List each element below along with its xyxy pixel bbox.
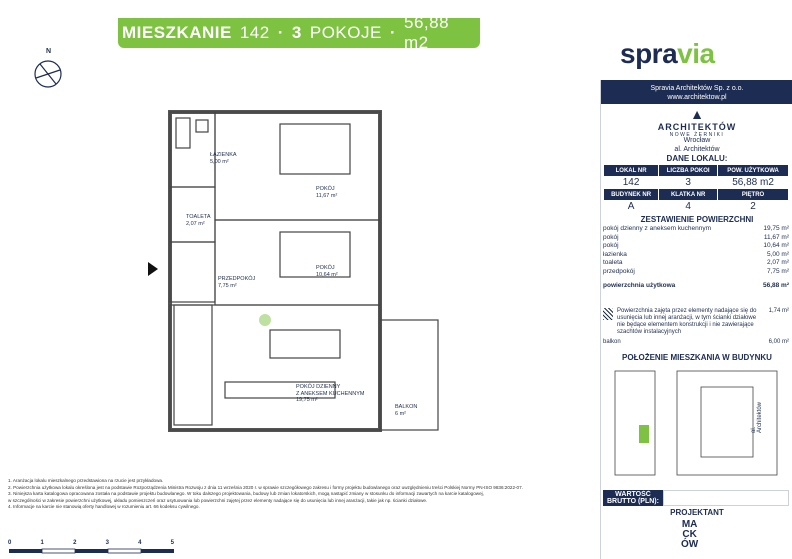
scale-tick-label: 2	[73, 540, 77, 546]
entrance-arrow-icon	[148, 262, 158, 276]
room-name: ŁAZIENKA	[210, 152, 237, 158]
rooms-list	[603, 225, 789, 291]
value-cell: 142	[604, 177, 659, 189]
room-area: 5,00 m²	[210, 158, 229, 165]
room-name: pokój	[603, 233, 619, 241]
north-label: N	[46, 48, 52, 55]
header-cell: PIĘTRO	[718, 189, 789, 201]
value-cell: 2	[718, 201, 789, 213]
header-cell: LICZBA POKOI	[659, 165, 718, 177]
title-main: MIESZKANIE	[122, 23, 232, 42]
room-area: 2,07 m²	[766, 259, 789, 266]
extra-area	[603, 308, 789, 346]
price-value	[663, 490, 789, 506]
firm-url: www.architektow.pl	[667, 94, 727, 101]
position-title: POŁOŻENIE MIESZKANIA W BUDYNKU	[622, 353, 772, 362]
room-area: 11,67 m²	[316, 192, 338, 199]
zestawienie-title: ZESTAWIENIE POWIERZCHNI	[640, 215, 754, 224]
scale-tick-label: 5	[170, 540, 174, 546]
room-name: pokój dzienny z aneksem kuchennym	[603, 225, 712, 232]
info-panel	[600, 80, 792, 559]
plan-label-przedpokoj	[218, 276, 255, 289]
scale-tick-label: 3	[105, 540, 109, 546]
plan-label-lazienka	[210, 152, 237, 165]
total-row	[603, 282, 789, 291]
list-item	[603, 225, 789, 234]
note-line: 2. Powierzchnia użytkowa lokalu określona jest na podstawie Rozporządzenia Ministra Rozwoju z dnia 11 września 2020 r. w sprawie szczegółowego zakresu i formy projektu budowlanego oraz uwzględnieniu treści Polskiej Normy PN-ISO 9836:2022-07.	[8, 484, 523, 490]
firm-box	[601, 80, 792, 104]
dane-title: DANE LOKALU:	[666, 154, 728, 163]
room-name: POKÓJ	[316, 265, 335, 271]
room-area: 6 m²	[395, 410, 406, 417]
scale-tick-label: 0	[8, 540, 12, 546]
logo-part-a: spra	[620, 38, 678, 69]
location-city: Wrocław	[683, 137, 711, 144]
price-label-1: WARTOŚĆ	[615, 491, 651, 498]
room-area: 11,67 m²	[763, 233, 789, 241]
room-name: pokój	[603, 242, 619, 249]
note-line: 4. Informacje na karcie nie stanowią oferty handlowej w rozumieniu art. 66 kodeksu cywilnego.	[8, 504, 200, 509]
dane-table	[603, 164, 789, 213]
plan-label-pokoj-1	[316, 186, 337, 199]
apartment-title	[118, 13, 480, 52]
architektow-mark-icon: ▲	[690, 106, 704, 122]
note-line: 3. Niniejsza karta katalogowa opracowana została na podstawie projektu budowlanego. W toku dalszego projektowania, budowy lub zmian lokatorskich, mogą nastąpić zmiany w stosunku do informacji zawartych na karcie katalogowej,	[8, 491, 484, 496]
room-area: 5,00 m²	[766, 250, 789, 258]
value-cell: 4	[659, 201, 718, 213]
room-area: 19,75 m²	[296, 397, 318, 403]
logo-part-b: via	[677, 38, 715, 69]
header-banner	[0, 0, 600, 62]
room-area: 10,64 m²	[763, 242, 789, 249]
room-name-2: Z ANEKSEM KUCHENNYM	[296, 390, 365, 397]
room-name: toaleta	[603, 259, 623, 266]
room-area: 7,75 m²	[766, 267, 789, 275]
extra-text: Powierzchnia zajęta przez elementy nadające się do usunięcia lub innej aranżacji, w tym ścianki działowe nie będące elementem konstrukcji i nie zawierające szachtów instalacyjnych	[617, 308, 757, 335]
spravia-logo	[620, 38, 770, 74]
architektow-name: ARCHITEKTÓW	[657, 122, 737, 132]
rooms-count: 3	[291, 23, 302, 42]
room-area: 2,07 m²	[186, 220, 205, 227]
plan-label-pokoj-2	[316, 265, 338, 278]
apartment-area: 56,88 m2	[404, 13, 450, 52]
separator-dot: ·	[277, 23, 284, 42]
room-name: POKÓJ	[316, 186, 335, 192]
balcony-label: balkon	[603, 339, 621, 345]
header-cell: LOKAL NR	[604, 165, 659, 177]
room-name: POKÓJ DZIENNY	[296, 384, 341, 390]
note-line: 1. Aranżacja lokalu mieszkalnego przedstawiona na rzucie jest przykładowa.	[8, 478, 164, 483]
room-name: PRZEDPOKÓJ	[218, 276, 256, 282]
street-label: al. Architektów	[751, 401, 763, 433]
apartment-number: 142	[239, 23, 270, 42]
header-cell: POW. UŻYTKOWA	[718, 165, 789, 177]
notes	[8, 478, 598, 511]
extra-area-value: 1,74 m²	[768, 308, 789, 314]
room-name: BALKON	[395, 404, 418, 410]
list-item	[603, 259, 789, 268]
location-street: al. Architektów	[674, 146, 720, 153]
header-cell: BUDYNEK NR	[604, 189, 659, 201]
scale-tick-label: 1	[40, 540, 44, 546]
projektant-logo	[681, 520, 698, 550]
list-item	[603, 268, 789, 277]
architektow-sub: NOWE ŻERNIKI	[669, 132, 725, 138]
compass-icon	[30, 50, 70, 90]
logo-line: ÓW	[681, 539, 699, 550]
total-label: powierzchnia użytkowa	[603, 282, 676, 289]
note-line: w szczególności w zakresie powierzchni użytkowej, układu pomieszczeń oraz usytuowania lub powierzchni zajętej przez elementy nadające się do usunięcia lub innej aranżacji, takie jak np. ścianki działowe.	[8, 497, 428, 503]
plan-label-toaleta	[186, 214, 211, 227]
price-box	[603, 490, 789, 506]
logo-line: MA	[681, 519, 698, 530]
total-area: 56,88 m²	[762, 282, 789, 289]
room-name: łazienka	[603, 250, 627, 258]
room-area: 19,75 m²	[763, 225, 789, 232]
value-cell: A	[604, 201, 659, 213]
list-item	[603, 234, 789, 243]
room-area: 7,75 m²	[218, 282, 237, 289]
plan-label-pokoj-dzienny	[296, 384, 364, 404]
room-area: 10,64 m²	[316, 271, 338, 278]
scale-tick-label: 4	[138, 540, 142, 546]
building-minimap	[605, 367, 789, 477]
floor-plan	[140, 100, 440, 440]
firm-name: Spravia Architektów Sp. z o.o.	[650, 85, 744, 92]
room-name: TOALETA	[186, 214, 211, 220]
projektant-title: PROJEKTANT	[670, 508, 724, 517]
hatch-icon	[603, 308, 613, 320]
separator-dot: ·	[389, 23, 396, 42]
logo-line: CK	[682, 529, 697, 540]
value-cell: 56,88 m2	[718, 177, 789, 189]
location	[601, 136, 792, 154]
room-name: przedpokój	[603, 267, 635, 275]
header-cell: KLATKA NR	[659, 189, 718, 201]
plan-label-balkon	[395, 404, 417, 417]
list-item	[603, 242, 789, 251]
balcony-area: 6,00 m²	[768, 339, 789, 345]
value-cell: 3	[659, 177, 718, 189]
scale-bar	[8, 540, 178, 558]
list-item	[603, 251, 789, 260]
rooms-label: POKOJE	[309, 23, 382, 42]
price-label	[603, 490, 663, 506]
price-label-2: BRUTTO (PLN):	[607, 498, 659, 505]
